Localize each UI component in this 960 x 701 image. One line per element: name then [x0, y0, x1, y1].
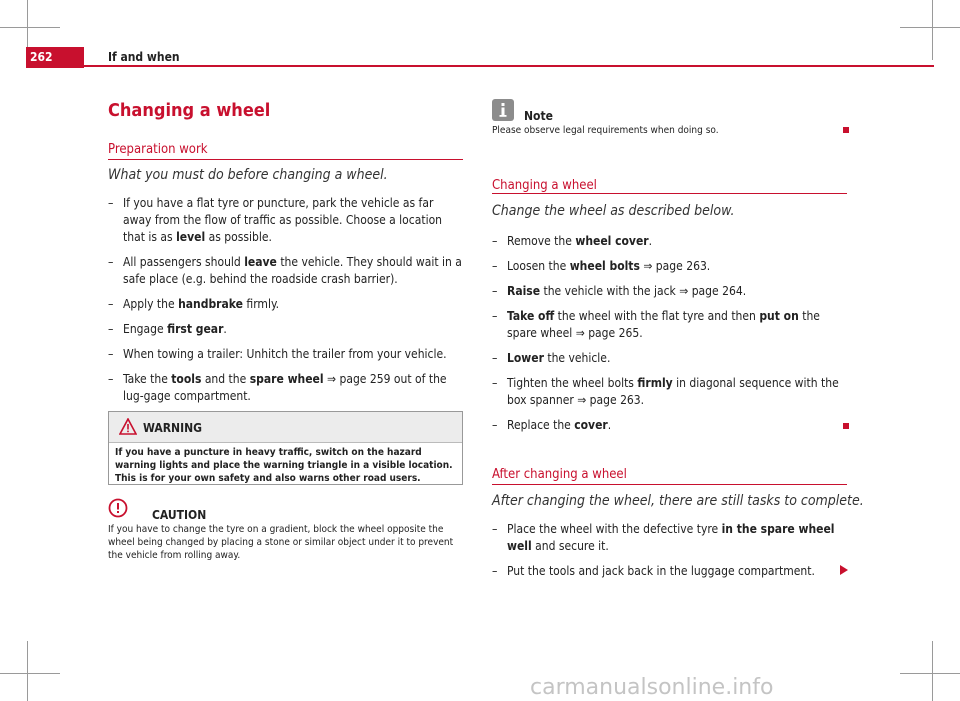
warning-triangle-icon [119, 418, 137, 435]
preparation-lead: What you must do before changing a wheel. [108, 167, 388, 183]
crop-mark [0, 27, 60, 28]
crop-mark [27, 641, 28, 701]
note-icon [492, 99, 514, 121]
heading-rule [492, 484, 847, 485]
changing-list [492, 233, 847, 442]
header-rule [84, 65, 934, 67]
page-title: Changing a wheel [108, 100, 271, 121]
section-title: If and when [108, 50, 180, 64]
crop-mark [900, 673, 960, 674]
crop-mark [932, 0, 933, 60]
list-item: – Engage first gear. [108, 322, 227, 336]
list-item: – Lower the vehicle. [492, 351, 611, 365]
warning-text: If you have a puncture in heavy traffic, switch on the hazard warning lights and place the warning triangle in a visible location. This is for your own safety and also warns other road users. [115, 447, 453, 484]
crop-mark [932, 641, 933, 701]
list-item: – Replace the cover. [492, 418, 612, 432]
watermark: carmanualsonline.info [530, 675, 774, 700]
list-item: – When towing a trailer: Unhitch the trailer from your vehicle. [108, 347, 447, 361]
crop-mark [0, 673, 60, 674]
crop-mark [900, 27, 960, 28]
list-item: – Take off the wheel with the flat tyre and then put on the spare wheel ⇒ page 265. [492, 309, 820, 340]
list-item: – Tighten the wheel bolts firmly in diagonal sequence with the box spanner ⇒ page 263. [492, 376, 839, 407]
end-mark-icon [843, 423, 849, 429]
caution-text: If you have to change the tyre on a gradient, block the wheel opposite the wheel being changed by placing a stone or similar object under it to prevent the vehicle from rolling away. [108, 524, 454, 561]
heading-rule [108, 159, 463, 160]
after-list [492, 521, 847, 588]
after-heading: After changing a wheel [492, 467, 627, 482]
list-item: – Remove the wheel cover. [492, 234, 653, 248]
note-text: Please observe legal requirements when doing so. [492, 125, 719, 136]
list-item: – Take the tools and the spare wheel ⇒ page 259 out of the lug-gage compartment. [108, 372, 447, 403]
preparation-heading: Preparation work [108, 142, 208, 157]
list-item: – Place the wheel with the defective tyre in the spare wheel well and secure it. [492, 522, 835, 553]
list-item: – Put the tools and jack back in the luggage compartment. [492, 564, 815, 578]
page-number: 262 [30, 50, 53, 64]
list-item: – If you have a flat tyre or puncture, park the vehicle as far away from the flow of traffic as possible. Choose a location that is as level as possible. [108, 196, 443, 244]
list-item: – All passengers should leave the vehicle. They should wait in a safe place (e.g. behind the roadside crash barrier). [108, 255, 462, 286]
changing-heading: Changing a wheel [492, 178, 597, 193]
preparation-list [108, 195, 463, 413]
warning-header [109, 412, 462, 443]
list-item: – Apply the handbrake firmly. [108, 297, 280, 311]
caution-title: CAUTION [152, 508, 207, 522]
end-mark-icon [843, 127, 849, 133]
warning-title: WARNING [143, 421, 202, 435]
warning-box [108, 411, 463, 485]
list-item: – Loosen the wheel bolts ⇒ page 263. [492, 259, 711, 273]
list-item: – Raise the vehicle with the jack ⇒ page 264. [492, 284, 747, 298]
note-title: Note [524, 109, 553, 123]
info-icon [492, 99, 514, 121]
after-lead: After changing the wheel, there are still tasks to complete. [492, 493, 864, 509]
heading-rule [492, 193, 847, 194]
changing-lead: Change the wheel as described below. [492, 203, 735, 219]
continue-arrow-icon [840, 565, 848, 575]
caution-icon [108, 498, 128, 518]
